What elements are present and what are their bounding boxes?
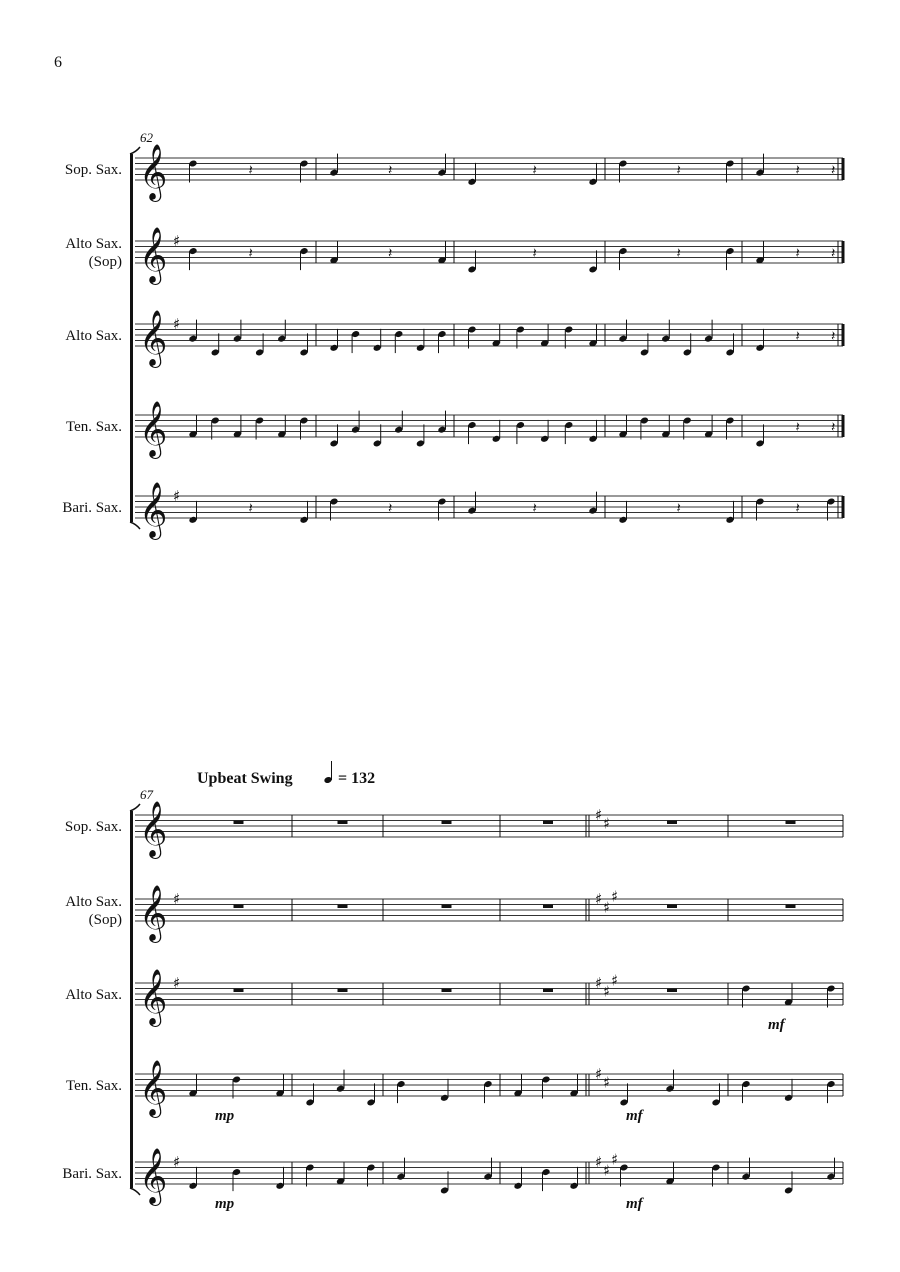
- key-change: ♯: [595, 1153, 603, 1171]
- note: [277, 320, 286, 343]
- note: [725, 159, 734, 182]
- note: [661, 415, 670, 438]
- treble-clef-icon: 𝄞: [139, 885, 168, 941]
- note: [784, 983, 793, 1006]
- note: [351, 411, 360, 434]
- note: [329, 154, 338, 177]
- tempo-value: = 132: [338, 770, 376, 787]
- key-change: ♯: [603, 1161, 611, 1180]
- quarter-rest: 𝄽: [248, 245, 253, 262]
- note: [564, 325, 573, 348]
- whole-rest: [442, 989, 452, 993]
- note: [437, 497, 446, 520]
- note: [755, 241, 764, 264]
- staff-3: [65, 983, 843, 1005]
- quarter-rest: 𝄽: [795, 162, 800, 179]
- note: [233, 415, 242, 438]
- note: [826, 1080, 835, 1103]
- note: [305, 1163, 314, 1186]
- key-change: ♯: [603, 982, 611, 1001]
- note: [467, 325, 476, 348]
- treble-clef-icon: 𝄞: [139, 1148, 168, 1204]
- note: [188, 159, 197, 182]
- note: [366, 1163, 375, 1186]
- note: [188, 247, 197, 270]
- instrument-label: Alto Sax.: [65, 328, 122, 344]
- instrument-label: Bari. Sax.: [62, 1166, 122, 1182]
- note: [618, 159, 627, 182]
- key-signature: ♯: [173, 890, 181, 908]
- dynamic-marking: mp: [215, 1108, 235, 1124]
- note: [618, 320, 627, 343]
- note: [619, 1083, 628, 1106]
- key-signature: ♯: [173, 974, 181, 992]
- key-signature: ♯: [173, 1153, 181, 1171]
- whole-rest: [338, 905, 348, 909]
- whole-rest: [234, 989, 244, 993]
- key-change: ♯: [611, 887, 619, 906]
- note: [437, 241, 446, 264]
- note: [711, 1083, 720, 1106]
- page-number: 6: [54, 54, 62, 71]
- quarter-rest: 𝄽: [676, 245, 681, 262]
- instrument-label: Bari. Sax.: [62, 500, 122, 516]
- note: [467, 250, 476, 273]
- note: [588, 492, 597, 515]
- treble-clef-icon: 𝄞: [139, 310, 168, 366]
- note: [336, 1162, 345, 1185]
- whole-rest: [234, 821, 244, 825]
- key-change: ♯: [595, 806, 603, 824]
- quarter-rest: 𝄽: [676, 500, 681, 517]
- note: [588, 250, 597, 273]
- note: [826, 497, 835, 520]
- instrument-sublabel: (Sop): [88, 254, 122, 270]
- whole-rest: [786, 905, 796, 909]
- whole-rest: [543, 989, 553, 993]
- note: [394, 330, 403, 353]
- note: [683, 416, 692, 439]
- treble-clef-icon: 𝄞: [139, 801, 168, 857]
- staff-1: [65, 815, 843, 837]
- note: [329, 241, 338, 264]
- note: [755, 424, 764, 447]
- note: [619, 1163, 628, 1186]
- note: [373, 424, 382, 447]
- whole-rest: [234, 905, 244, 909]
- note: [232, 1075, 241, 1098]
- note: [640, 333, 649, 356]
- note: [394, 411, 403, 434]
- note: [232, 1168, 241, 1191]
- quarter-rest: 𝄽: [388, 500, 393, 517]
- note: [275, 1074, 284, 1097]
- note: [665, 1162, 674, 1185]
- note: [366, 1083, 375, 1106]
- note: [483, 1158, 492, 1181]
- whole-rest: [338, 989, 348, 993]
- instrument-label: Sop. Sax.: [64, 819, 122, 835]
- key-change: ♯: [595, 1065, 603, 1083]
- note: [704, 320, 713, 343]
- quarter-rest: 𝄽: [831, 419, 836, 436]
- note: [541, 1075, 550, 1098]
- note: [755, 497, 764, 520]
- note: [640, 416, 649, 439]
- note: [516, 325, 525, 348]
- note: [336, 1070, 345, 1093]
- dynamic-marking: mp: [215, 1196, 235, 1212]
- whole-rest: [543, 905, 553, 909]
- dynamic-marking: mf: [626, 1108, 643, 1124]
- key-signature: ♯: [173, 232, 181, 250]
- note: [440, 1171, 449, 1194]
- key-signature: ♯: [173, 315, 181, 333]
- whole-rest: [338, 821, 348, 825]
- dynamic-marking: mf: [768, 1017, 785, 1033]
- quarter-rest: 𝄽: [831, 162, 836, 179]
- note: [329, 497, 338, 520]
- whole-rest: [667, 821, 677, 825]
- key-change: ♯: [611, 1150, 619, 1169]
- whole-rest: [543, 821, 553, 825]
- note: [618, 247, 627, 270]
- note: [661, 320, 670, 343]
- note: [437, 330, 446, 353]
- note: [683, 333, 692, 356]
- note: [188, 320, 197, 343]
- treble-clef-icon: 𝄞: [139, 144, 168, 200]
- note: [255, 333, 264, 356]
- note: [665, 1070, 674, 1093]
- key-signature: ♯: [173, 487, 181, 505]
- system-bracket: [130, 811, 133, 1188]
- measure-number: 67: [140, 787, 153, 802]
- note: [467, 492, 476, 515]
- treble-clef-icon: 𝄞: [139, 401, 168, 457]
- instrument-label: Ten. Sax.: [65, 1078, 122, 1094]
- staff-3: [65, 324, 843, 346]
- note: [416, 424, 425, 447]
- whole-rest: [786, 821, 796, 825]
- note: [299, 159, 308, 182]
- note: [704, 415, 713, 438]
- quarter-rest: 𝄽: [795, 419, 800, 436]
- note: [513, 1074, 522, 1097]
- note: [516, 421, 525, 444]
- treble-clef-icon: 𝄞: [139, 1060, 168, 1116]
- whole-rest: [667, 989, 677, 993]
- note: [396, 1080, 405, 1103]
- note: [492, 324, 501, 347]
- key-change: ♯: [603, 1073, 611, 1092]
- note: [255, 416, 264, 439]
- key-change: ♯: [603, 898, 611, 917]
- note: [277, 415, 286, 438]
- note: [741, 1158, 750, 1181]
- note: [299, 247, 308, 270]
- note: [741, 984, 750, 1007]
- note: [564, 421, 573, 444]
- note: [299, 333, 308, 356]
- note: [540, 324, 549, 347]
- note: [188, 1074, 197, 1097]
- quarter-rest: 𝄽: [831, 245, 836, 262]
- note: [329, 424, 338, 447]
- note: [233, 320, 242, 343]
- whole-rest: [442, 905, 452, 909]
- quarter-rest: 𝄽: [795, 328, 800, 345]
- tempo-marking: Upbeat Swing: [197, 770, 293, 787]
- whole-rest: [667, 905, 677, 909]
- measure-number: 62: [140, 130, 153, 145]
- dynamic-marking: mf: [626, 1196, 643, 1212]
- instrument-label: Alto Sax.: [65, 236, 122, 252]
- note: [569, 1074, 578, 1097]
- instrument-label: Alto Sax.: [65, 987, 122, 1003]
- treble-clef-icon: 𝄞: [139, 227, 168, 283]
- system-bracket: [130, 154, 133, 522]
- note: [483, 1080, 492, 1103]
- note: [305, 1083, 314, 1106]
- quarter-rest: 𝄽: [388, 162, 393, 179]
- note: [437, 154, 446, 177]
- note: [618, 415, 627, 438]
- note: [755, 154, 764, 177]
- instrument-sublabel: (Sop): [88, 912, 122, 928]
- note: [467, 421, 476, 444]
- note: [784, 1171, 793, 1194]
- note: [588, 324, 597, 347]
- quarter-rest: 𝄽: [831, 328, 836, 345]
- tempo-note-icon: [323, 761, 332, 784]
- quarter-rest: 𝄽: [532, 500, 537, 517]
- quarter-rest: 𝄽: [248, 500, 253, 517]
- key-change: ♯: [595, 890, 603, 908]
- instrument-label: Sop. Sax.: [64, 162, 122, 178]
- note: [299, 416, 308, 439]
- note: [211, 333, 220, 356]
- note: [396, 1158, 405, 1181]
- key-change: ♯: [595, 974, 603, 992]
- whole-rest: [442, 821, 452, 825]
- note: [437, 411, 446, 434]
- note: [826, 984, 835, 1007]
- note: [711, 1163, 720, 1186]
- note: [725, 333, 734, 356]
- note: [725, 247, 734, 270]
- key-change: ♯: [611, 971, 619, 990]
- staff-4: [66, 1074, 843, 1096]
- quarter-rest: 𝄽: [248, 162, 253, 179]
- quarter-rest: 𝄽: [676, 162, 681, 179]
- note: [188, 415, 197, 438]
- quarter-rest: 𝄽: [795, 245, 800, 262]
- note: [351, 330, 360, 353]
- note: [741, 1080, 750, 1103]
- quarter-rest: 𝄽: [532, 245, 537, 262]
- quarter-rest: 𝄽: [388, 245, 393, 262]
- note: [725, 416, 734, 439]
- quarter-rest: 𝄽: [795, 500, 800, 517]
- instrument-label: Ten. Sax.: [65, 419, 122, 435]
- treble-clef-icon: 𝄞: [139, 482, 168, 538]
- note: [826, 1158, 835, 1181]
- instrument-label: Alto Sax.: [65, 894, 122, 910]
- note: [541, 1168, 550, 1191]
- treble-clef-icon: 𝄞: [139, 969, 168, 1025]
- quarter-rest: 𝄽: [532, 162, 537, 179]
- staff-2: [65, 894, 843, 928]
- key-change: ♯: [603, 814, 611, 833]
- note: [211, 416, 220, 439]
